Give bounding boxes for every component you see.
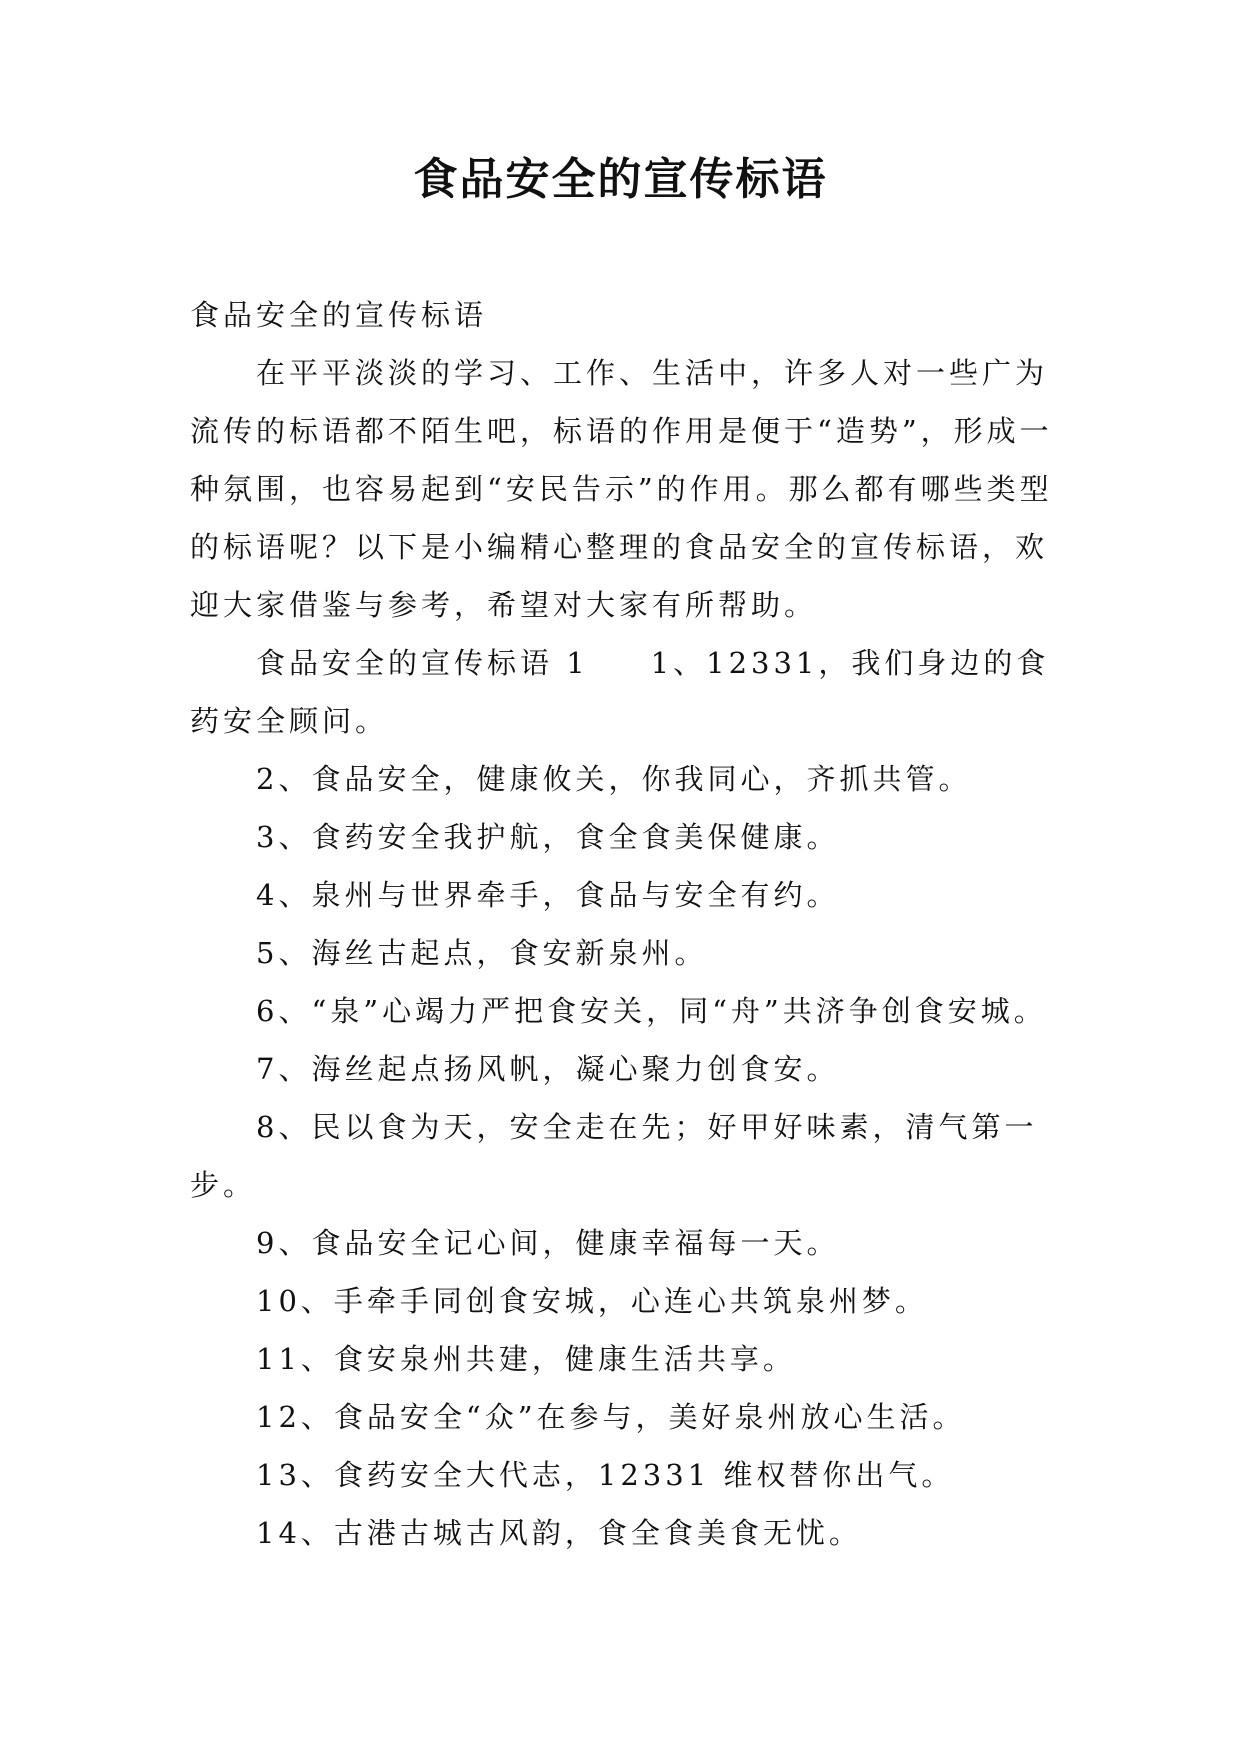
first-slogan: 1、12331，我们身边的食药安全顾问。 — [190, 646, 1050, 738]
document-body — [190, 286, 1060, 1562]
slogan-item: 6、“泉”心竭力严把食安关，同“舟”共济争创食安城。 — [256, 994, 1047, 1028]
slogan-item: 12、食品安全“众”在参与，美好泉州放心生活。 — [256, 1400, 966, 1434]
slogan-item: 4、泉州与世界牵手，食品与安全有约。 — [256, 878, 840, 912]
slogan-item: 9、食品安全记心间，健康幸福每一天。 — [256, 1226, 840, 1260]
slogan-item: 8、民以食为天，安全走在先；好甲好味素，清气第一步。 — [190, 1110, 1038, 1202]
slogan-item: 10、手牵手同创食安城，心连心共筑泉州梦。 — [256, 1284, 928, 1318]
intro-paragraph: 在平平淡淡的学习、工作、生活中，许多人对一些广为流传的标语都不陌生吧，标语的作用是便于“造势”，形成一种氛围，也容易起到“安民告示”的作用。那么都有哪些类型的标语呢？以下是小编精心整理的食品安全的宣传标语，欢迎大家借鉴与参考，希望对大家有所帮助。 — [190, 356, 1053, 622]
section-heading: 食品安全的宣传标语 1 — [256, 646, 589, 680]
section-paragraph — [190, 634, 1060, 750]
slogan-item: 13、食药安全大代志，12331 维权替你出气。 — [256, 1458, 955, 1492]
slogan-item: 11、食安泉州共建，健康生活共享。 — [256, 1342, 796, 1376]
slogan-item: 5、海丝古起点，食安新泉州。 — [256, 936, 708, 970]
slogan-item: 2、食品安全，健康攸关，你我同心，齐抓共管。 — [256, 762, 972, 796]
slogan-item: 7、海丝起点扬风帆，凝心聚力创食安。 — [256, 1052, 840, 1086]
slogan-item: 3、食药安全我护航，食全食美保健康。 — [256, 820, 840, 854]
subtitle: 食品安全的宣传标语 — [190, 298, 488, 332]
document-title: 食品安全的宣传标语 — [413, 154, 828, 205]
slogan-item: 14、古港古城古风韵，食全食美食无忧。 — [256, 1516, 862, 1550]
